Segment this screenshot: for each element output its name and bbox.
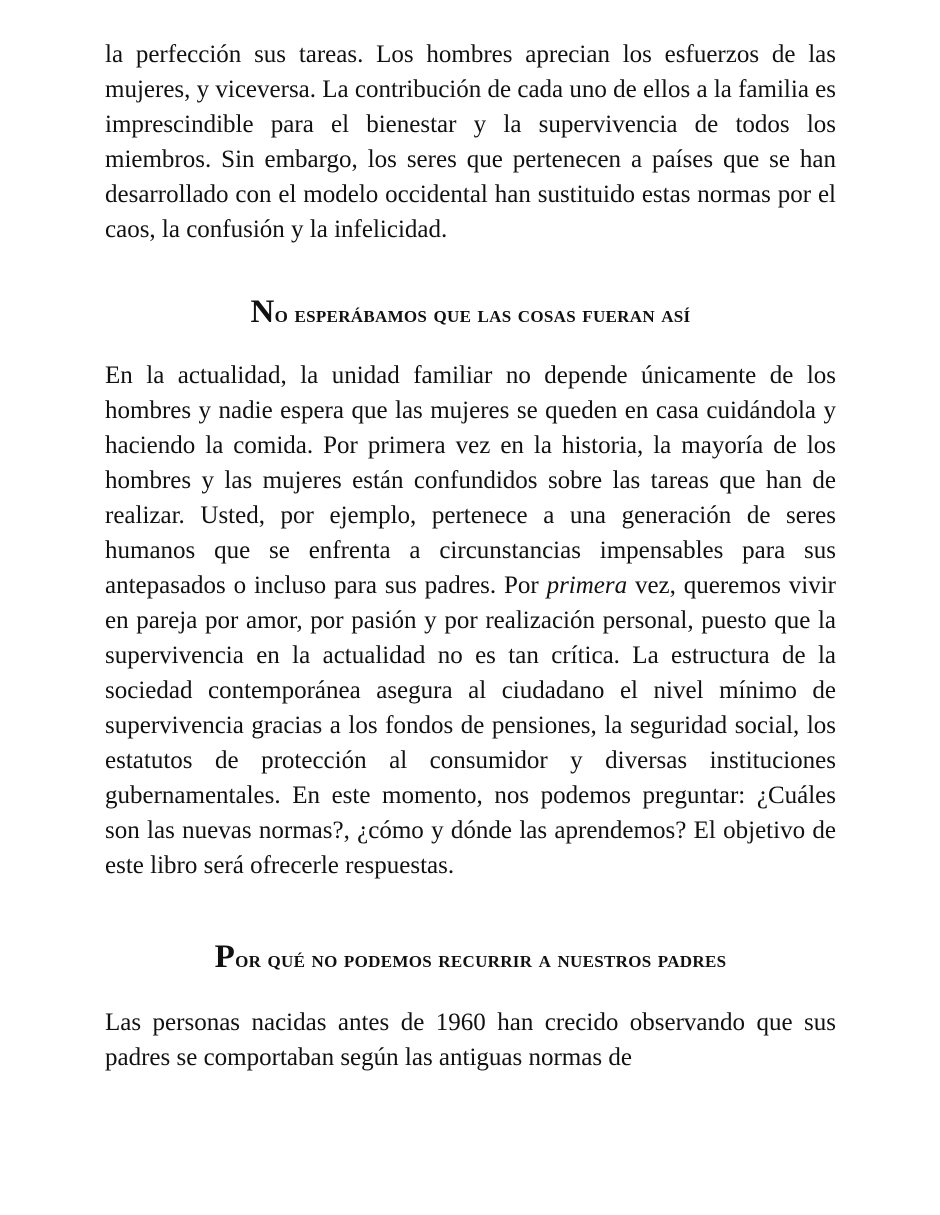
- body-paragraph-1: la perfección sus tareas. Los hombres aprecian los esfuerzos de las mujeres, y viceversa. La contribución de cada uno de ellos a la familia es imprescindible para el bienestar y la supervivencia de todos los miembros. Sin embargo, los seres que pertenecen a países que se han desarrollado con el modelo occidental han sustituido estas normas por el caos, la confusión y la infelicidad.: [105, 41, 836, 243]
- body-paragraph-3: Las personas nacidas antes de 1960 han crecido observando que sus padres se comportaban según las antiguas normas de: [105, 1009, 836, 1071]
- paragraph-text: En la actualidad, la unidad familiar no depende únicamente de los hombres y nadie espera que las mujeres se queden en casa cuidándola y haciendo la comida. Por primera vez en la historia, la mayoría de los hombres y las mujeres están confundidos sobre las tareas que han de realizar. Usted, por ejemplo, pertenece a una generación de seres humanos que se enfrenta a circunstancias impensables para sus antepasados o incluso para sus padres. Por: [105, 362, 836, 599]
- page-content: [105, 37, 836, 1075]
- body-paragraph-2: [105, 358, 836, 883]
- paragraph-text: vez, queremos vivir en pareja por amor, por pasión y por realización personal, puesto que la supervivencia en la actualidad no es tan crítica. La estructura de la sociedad contemporánea asegura al ciudadano el nivel mínimo de supervivencia gracias a los fondos de pensiones, la seguridad social, los estatutos de protección al consumidor y diversas instituciones gubernamentales. En este momento, nos podemos preguntar: ¿Cuáles son las nuevas normas?, ¿cómo y dónde las aprendemos? El objetivo de este libro será ofrecerle respuestas.: [105, 572, 836, 879]
- heading-text: or qué no podemos recurrir a nuestros padres: [235, 947, 727, 973]
- heading-text: o esperábamos que las cosas fueran así: [274, 302, 691, 328]
- heading-initial: P: [214, 939, 236, 975]
- section-heading-expectations: [105, 295, 836, 333]
- section-heading-parents: [105, 931, 836, 986]
- heading-initial: N: [250, 294, 275, 330]
- emphasized-word: primera: [546, 572, 628, 599]
